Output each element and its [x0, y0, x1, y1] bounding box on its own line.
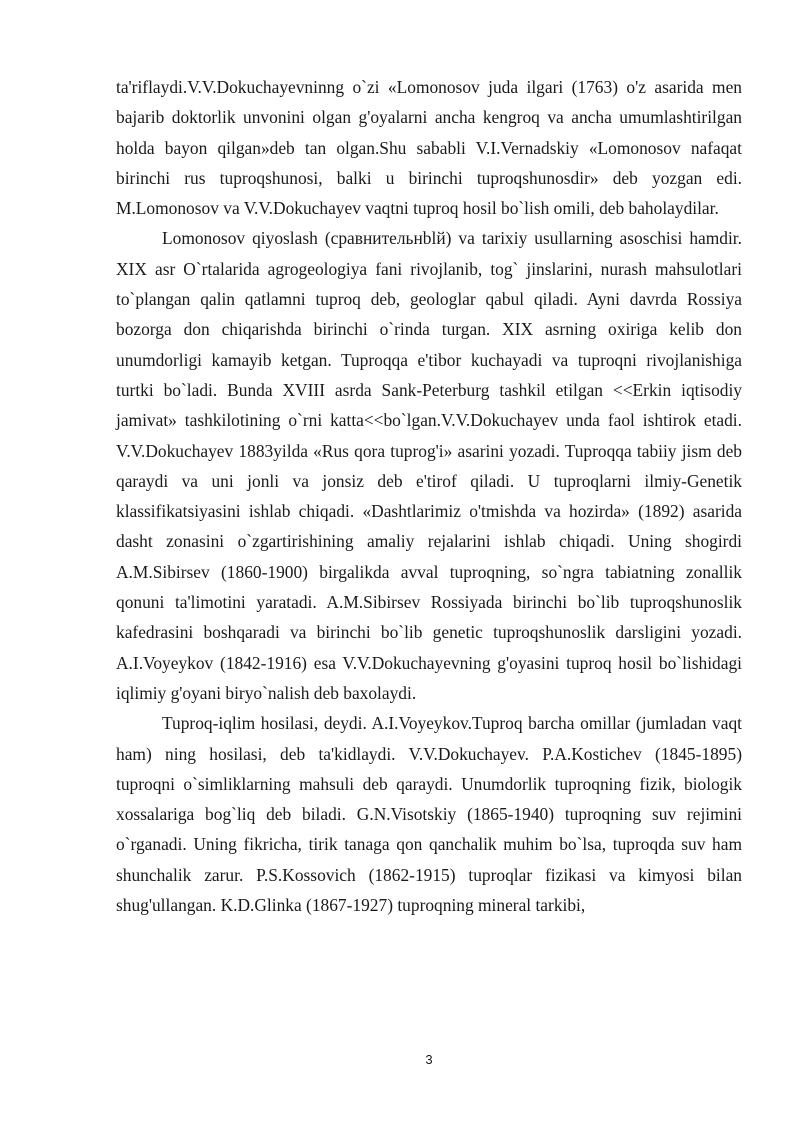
paragraph-2: Lomonosov qiyoslash (сравнительнblй) va tarixiy usullarning asoschisi hamdir. XIX asr O`rtalarida agrogeologiya fani rivojlanib, tog` jinslarini, nurash mahsulotlari to`plangan qalin qatlamni tuproq deb, geologlar qabul qiladi. Ayni davrda Rossiya bozorga don chiqarishda birinchi o`rinda turgan. XIX asrning oxiriga kelib don unumdorligi kamayib ketgan. Tuproqqa e'tibor kuchayadi va tuproqni rivojlanishiga turtki bo`ladi. Bunda XVIII asrda Sank-Peterburg tashkil etilgan <<Erkin iqtisodiy jamivat» tashkilotining o`rni katta<<bo`lgan.V.V.Dokuchayev unda faol ishtirok etadi. V.V.Dokuchayev 1883yilda «Rus qora tuprog'i» asarini yozadi. Tuproqqa tabiiy jism deb qaraydi va uni jonli va jonsiz deb e'tirof qiladi. U tuproqlarni ilmiy-Genetik klassifikatsiyasini ishlab chiqadi. «Dashtlarimiz o'tmishda va hozirda» (1892) asarida dasht zonasini o`zgartirishining amaliy rejalarini ishlab chiqadi. Uning shogirdi A.M.Sibirsev (1860-1900) birgalikda avval tuproqning, so`ngra tabiatning zonallik qonuni ta'limotini yaratadi. A.M.Sibirsev Rossiyada birinchi bo`lib tuproqshunoslik kafedrasini boshqaradi va birinchi bo`lib genetic tuproqshunoslik darsligini yozadi. A.I.Voyeykov (1842-1916) esa V.V.Dokuchayevning g'oyasini tuproq hosil bo`lishidagi iqlimiy g'oyani biryo`nalish deb baxolaydi. — [116, 228, 742, 703]
page-number: 3 — [425, 1052, 433, 1067]
paragraph-1: ta'riflaydi.V.V.Dokuchayevninng o`zi «Lomonosov juda ilgari (1763) o'z asarida men bajarib doktorlik unvonini olgan g'oyalarni ancha kengroq va ancha umumlashtirilgan holda bayon qilgan»deb tan olgan.Shu sababli V.I.Vernadskiy «Lomonosov nafaqat birinchi rus tuproqshunosi, balki u birinchi tuproqshunosdir» deb yozgan edi. M.Lomonosov va V.V.Dokuchayev vaqtni tuproq hosil bo`lish omili, deb baholaydilar. — [116, 77, 742, 219]
paragraph-3: Tuproq-iqlim hosilasi, deydi. A.I.Voyeykov.Tuproq barcha omillar (jumladan vaqt ham) ning hosilasi, deb ta'kidlaydi. V.V.Dokuchayev. P.A.Kostichev (1845-1895) tuproqni o`simliklarning mahsuli deb qaraydi. Unumdorlik tuproqning fizik, biologik xossalariga bog`liq deb biladi. G.N.Visotskiy (1865-1940) tuproqning suv rejimini o`rganadi. Uning fikricha, tirik tanaga qon qanchalik muhim bo`lsa, tuproqda suv ham shunchalik zarur. P.S.Kossovich (1862-1915) tuproqlar fizikasi va kimyosi bilan shug'ullangan. K.D.Glinka (1867-1927) tuproqning mineral tarkibi, — [116, 713, 742, 916]
body-text — [116, 72, 742, 920]
